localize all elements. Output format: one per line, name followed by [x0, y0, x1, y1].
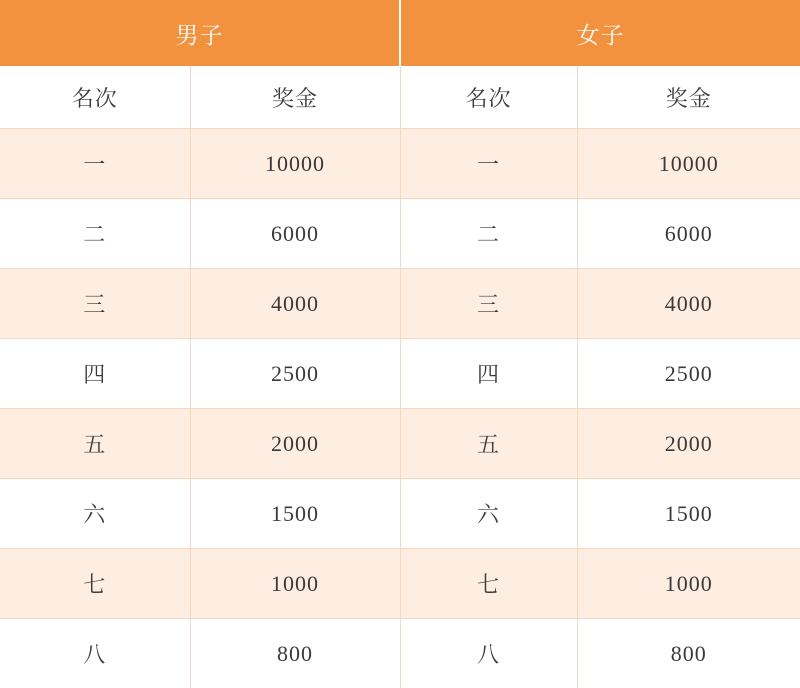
table-row — [0, 199, 800, 269]
table-row — [0, 479, 800, 549]
cell-womens-prize: 1000 — [577, 549, 800, 619]
table-row — [0, 129, 800, 199]
cell-mens-rank: 五 — [0, 409, 190, 479]
cell-womens-rank: 二 — [400, 199, 577, 269]
cell-womens-prize: 1500 — [577, 479, 800, 549]
group-header-womens: 女子 — [400, 0, 800, 66]
cell-mens-rank: 一 — [0, 129, 190, 199]
table-row — [0, 409, 800, 479]
column-header-mens-prize: 奖金 — [190, 66, 400, 129]
cell-womens-rank: 六 — [400, 479, 577, 549]
cell-womens-prize: 6000 — [577, 199, 800, 269]
cell-womens-rank: 一 — [400, 129, 577, 199]
cell-mens-prize: 6000 — [190, 199, 400, 269]
cell-womens-rank: 四 — [400, 339, 577, 409]
table-row — [0, 619, 800, 688]
cell-mens-rank: 二 — [0, 199, 190, 269]
cell-womens-rank: 八 — [400, 619, 577, 688]
table-row — [0, 339, 800, 409]
cell-womens-prize: 800 — [577, 619, 800, 688]
cell-womens-prize: 2500 — [577, 339, 800, 409]
table-body — [0, 129, 800, 688]
cell-womens-rank: 三 — [400, 269, 577, 339]
cell-mens-prize: 800 — [190, 619, 400, 688]
column-header-womens-rank: 名次 — [400, 66, 577, 129]
cell-mens-rank: 七 — [0, 549, 190, 619]
cell-womens-prize: 4000 — [577, 269, 800, 339]
table-column-header-row — [0, 66, 800, 129]
cell-womens-prize: 2000 — [577, 409, 800, 479]
column-header-mens-rank: 名次 — [0, 66, 190, 129]
cell-mens-prize: 2500 — [190, 339, 400, 409]
cell-mens-rank: 四 — [0, 339, 190, 409]
table-group-header-row — [0, 0, 800, 66]
cell-mens-rank: 八 — [0, 619, 190, 688]
cell-mens-prize: 2000 — [190, 409, 400, 479]
cell-mens-prize: 1500 — [190, 479, 400, 549]
cell-mens-rank: 三 — [0, 269, 190, 339]
table-row — [0, 269, 800, 339]
cell-mens-rank: 六 — [0, 479, 190, 549]
cell-mens-prize: 4000 — [190, 269, 400, 339]
cell-mens-prize: 1000 — [190, 549, 400, 619]
cell-mens-prize: 10000 — [190, 129, 400, 199]
table-row — [0, 549, 800, 619]
group-header-mens: 男子 — [0, 0, 400, 66]
column-header-womens-prize: 奖金 — [577, 66, 800, 129]
cell-womens-rank: 七 — [400, 549, 577, 619]
cell-womens-prize: 10000 — [577, 129, 800, 199]
cell-womens-rank: 五 — [400, 409, 577, 479]
